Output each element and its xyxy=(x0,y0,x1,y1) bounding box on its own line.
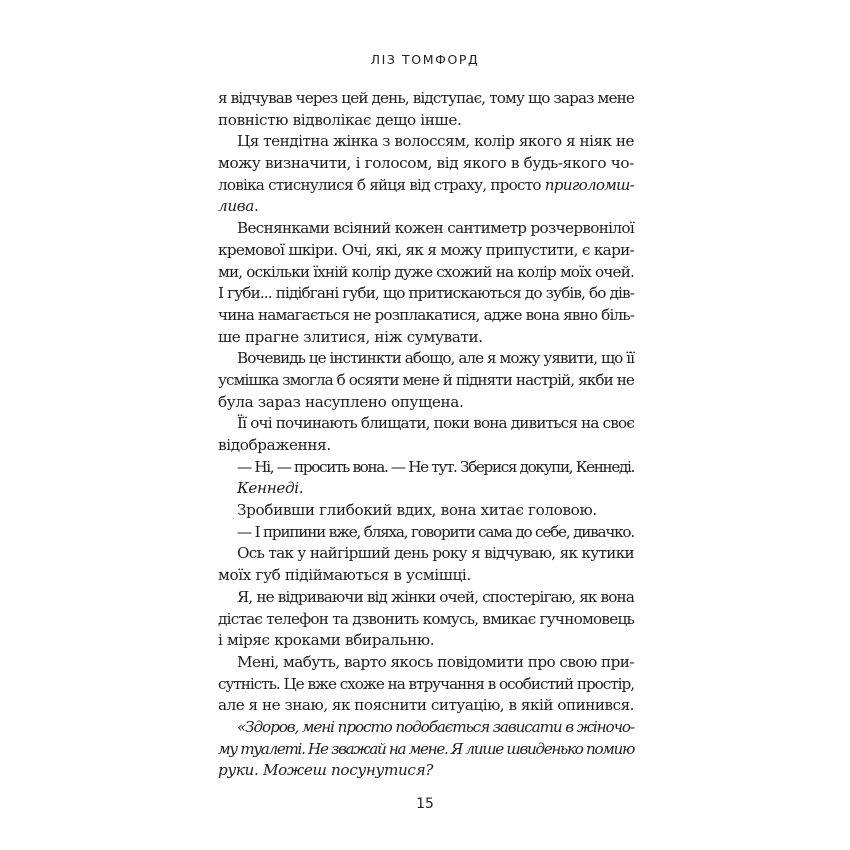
line-text: Ця тендітна жінка з волоссям, колір якого я ніяк не xyxy=(237,132,635,151)
line-text: ше прагне злитися, ніж сумувати. xyxy=(218,327,483,346)
line-text: можу визначити, і голосом, від якого в будь-якого чо- xyxy=(218,154,634,173)
line-text: Веснянками всіяний кожен сантиметр розчервонілої xyxy=(237,219,635,238)
text-line xyxy=(218,543,634,565)
text-line xyxy=(218,305,634,327)
line-text: дістає телефон та дзвонить комусь, вмикає гучномовець xyxy=(218,609,634,628)
italic-text: му туалеті. Не зважай на мене. Я лише швиденько помию xyxy=(218,739,634,758)
text-line xyxy=(218,283,634,305)
text-line xyxy=(218,652,634,674)
line-text: була зараз насуплено опущена. xyxy=(218,392,464,411)
line-text: ми, оскільки їхній колір дуже схожий на колір моїх очей. xyxy=(218,262,634,281)
running-head: ЛІЗ ТОМФОРД xyxy=(370,52,480,67)
text-line xyxy=(218,413,634,435)
text-line xyxy=(218,674,634,696)
line-text: Я, не відриваючи від жінки очей, спостерігаю, як вона xyxy=(237,587,635,606)
line-text: повністю відволікає дещо інше. xyxy=(218,110,462,129)
line-text: Ось так у найгірший день року я відчуваю, як кутики xyxy=(237,544,634,563)
text-line xyxy=(218,348,634,370)
text-line xyxy=(218,153,634,175)
line-text: моїх губ підіймаються в усмішці. xyxy=(218,566,471,585)
line-text: чина намагається не розплакатися, адже вона явно біль- xyxy=(218,305,635,324)
italic-text: Кеннеді xyxy=(237,479,299,498)
text-line xyxy=(218,565,634,587)
text-line xyxy=(218,196,634,218)
text-line xyxy=(218,262,634,284)
line-text: відображення. xyxy=(218,436,331,454)
italic-text: лива xyxy=(218,197,254,216)
text-line xyxy=(218,522,634,544)
text-line xyxy=(218,218,634,240)
text-line xyxy=(218,457,634,479)
italic-text: руки. Можеш посунутися? xyxy=(218,761,434,780)
italic-text: «Здоров, мені просто подобається зависати в жіночо- xyxy=(237,717,634,736)
line-text: ловіка стиснулися б яйця від страху, просто xyxy=(218,175,545,194)
text-line xyxy=(218,435,634,457)
page-number: 15 xyxy=(416,796,434,812)
line-text: І губи... підібгані губи, що притискаються до зубів, бо дів- xyxy=(218,284,634,303)
text-line xyxy=(218,392,634,414)
text-line xyxy=(218,240,634,262)
text-line xyxy=(218,630,634,652)
text-line xyxy=(218,370,634,392)
text-line xyxy=(218,587,634,609)
line-text: — Ні, — просить вона. — Не тут. Зберися докупи, Кеннеді. xyxy=(237,457,634,476)
line-tail: . xyxy=(253,197,259,216)
line-tail: . xyxy=(298,479,304,498)
text-line xyxy=(218,717,634,739)
line-text: Мені, мабуть, варто якось повідомити про свою при- xyxy=(237,652,634,671)
line-text: сутність. Це вже схоже на втручання в особистий простір, xyxy=(218,674,635,693)
text-line xyxy=(218,110,634,132)
text-line xyxy=(218,695,634,717)
line-text: усмішка змогла б осяяти мене й підняти настрій, якби не xyxy=(218,370,634,389)
text-line xyxy=(218,478,634,500)
line-text: Вочевидь це інстинкти абощо, але я можу уявити, що її xyxy=(237,349,634,368)
text-line xyxy=(218,175,634,197)
line-text: і міряє кроками вбиральню. xyxy=(218,631,435,650)
line-text: я відчував через цей день, відступає, тому що зараз мене xyxy=(218,89,634,107)
text-line xyxy=(218,131,634,153)
line-text: Її очі починають блищати, поки вона дивиться на своє xyxy=(237,414,634,433)
text-line xyxy=(218,739,634,761)
line-text: але я не знаю, як пояснити ситуацію, в якій опинився. xyxy=(218,696,635,715)
text-line xyxy=(218,500,634,522)
line-text: кремової шкіри. Очі, які, як я можу припустити, є кари- xyxy=(218,240,635,259)
italic-text: приголомш- xyxy=(544,175,634,194)
text-line xyxy=(218,88,634,110)
text-line xyxy=(218,327,634,349)
body-text xyxy=(218,88,634,782)
line-text: Зробивши глибокий вдих, вона хитає головою. xyxy=(237,501,597,520)
text-line xyxy=(218,609,634,631)
text-line xyxy=(218,760,634,782)
line-text: — І припини вже, бляха, говорити сама до себе, дивачко. xyxy=(237,522,634,541)
